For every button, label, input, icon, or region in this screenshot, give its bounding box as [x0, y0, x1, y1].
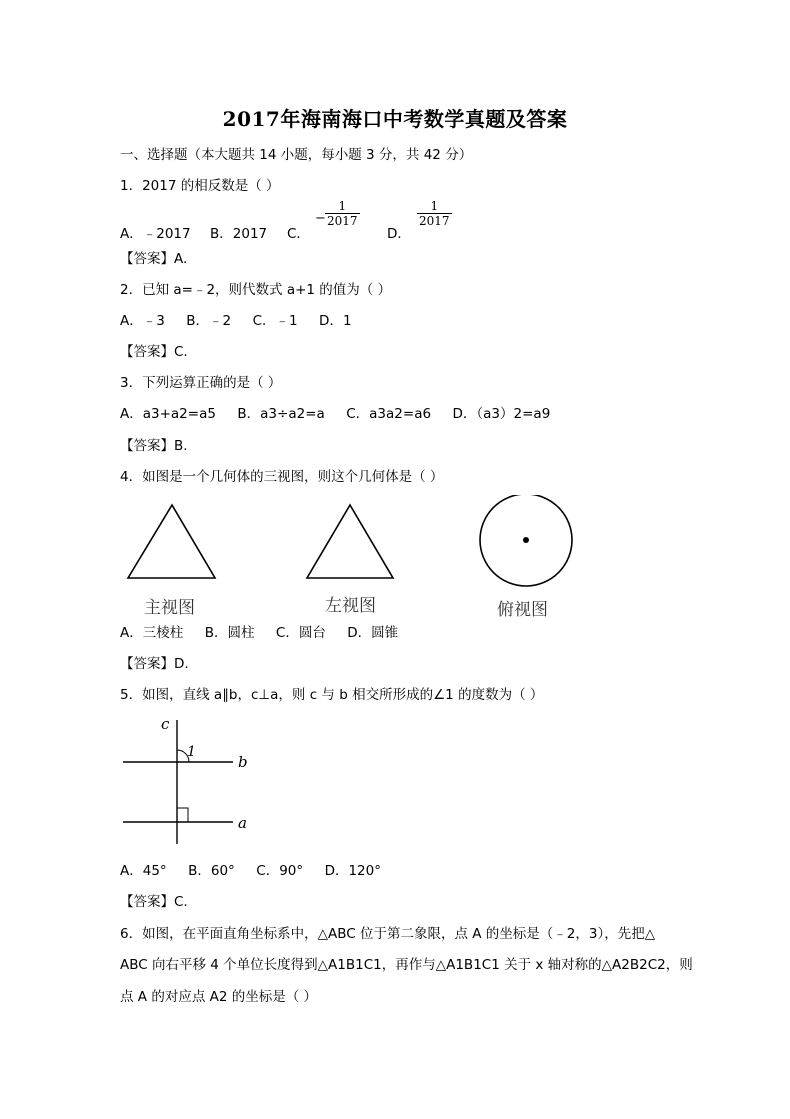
fraction-denominator: 2017 [419, 214, 450, 228]
q3-stem: 3．下列运算正确的是（ ） [120, 375, 282, 391]
q5-stem: 5．如图，直线 a∥b，c⊥a，则 c 与 b 相交所形成的∠1 的度数为（ ） [120, 687, 544, 703]
parallel-lines-figure [115, 712, 275, 848]
top-view-caption: 俯视图 [497, 600, 548, 620]
q1-option-d-fraction [417, 199, 452, 229]
q6-line-1: 6．如图，在平面直角坐标系中，△ABC 位于第二象限，点 A 的坐标是（﹣2，3），先把△ [120, 926, 656, 942]
q1-option-c-label: C． [287, 226, 310, 242]
front-view-triangle [128, 505, 215, 578]
label-c: c [161, 715, 170, 733]
fraction [325, 199, 360, 229]
right-angle-mark [177, 808, 188, 822]
q5-answer: 【答案】C. [120, 894, 188, 910]
q4-options: A．三棱柱 B．圆柱 C．圆台 D．圆锥 [120, 625, 399, 641]
q6-line-3: 点 A 的对应点 A2 的坐标是（ ） [120, 989, 318, 1005]
fraction [417, 199, 452, 229]
label-b: b [238, 753, 248, 771]
fraction-denominator: 2017 [327, 214, 358, 228]
q1-stem: 1．2017 的相反数是（ ） [120, 178, 280, 194]
left-view-caption: 左视图 [325, 596, 376, 616]
fraction-numerator: 1 [338, 199, 347, 213]
minus-sign: − [315, 211, 326, 226]
q3-answer: 【答案】B. [120, 438, 188, 454]
page-title: 2017年海南海口中考数学真题及答案 [222, 107, 568, 131]
left-view-triangle [307, 505, 393, 578]
q4-stem: 4．如图是一个几何体的三视图，则这个几何体是（ ） [120, 469, 444, 485]
q2-stem: 2．已知 a=﹣2，则代数式 a+1 的值为（ ） [120, 282, 392, 298]
q3-options: A．a3+a2=a5 B．a3÷a2=a C．a3a2=a6 D．（a3）2=a9 [120, 406, 551, 422]
front-view-caption: 主视图 [144, 598, 195, 618]
q1-answer: 【答案】A. [120, 251, 188, 267]
q4-answer: 【答案】D. [120, 656, 189, 672]
fraction-numerator: 1 [430, 199, 439, 213]
q2-options: A．﹣3 B．﹣2 C．﹣1 D．1 [120, 313, 352, 329]
section-heading: 一、选择题（本大题共 14 小题，每小题 3 分，共 42 分） [120, 147, 473, 163]
label-a: a [238, 814, 247, 832]
q2-answer: 【答案】C. [120, 344, 188, 360]
q1-option-d-label: D． [387, 226, 411, 242]
q1-option-a: A．﹣2017 [120, 226, 191, 242]
q5-options: A．45° B．60° C．90° D．120° [120, 863, 381, 879]
q6-line-2: ABC 向右平移 4 个单位长度得到△A1B1C1，再作与△A1B1C1 关于 x 轴对称的△A2B2C2，则 [120, 957, 693, 973]
top-view-center-dot [523, 537, 529, 543]
label-angle-1: 1 [187, 744, 196, 760]
q1-option-b: B．2017 [210, 226, 268, 242]
